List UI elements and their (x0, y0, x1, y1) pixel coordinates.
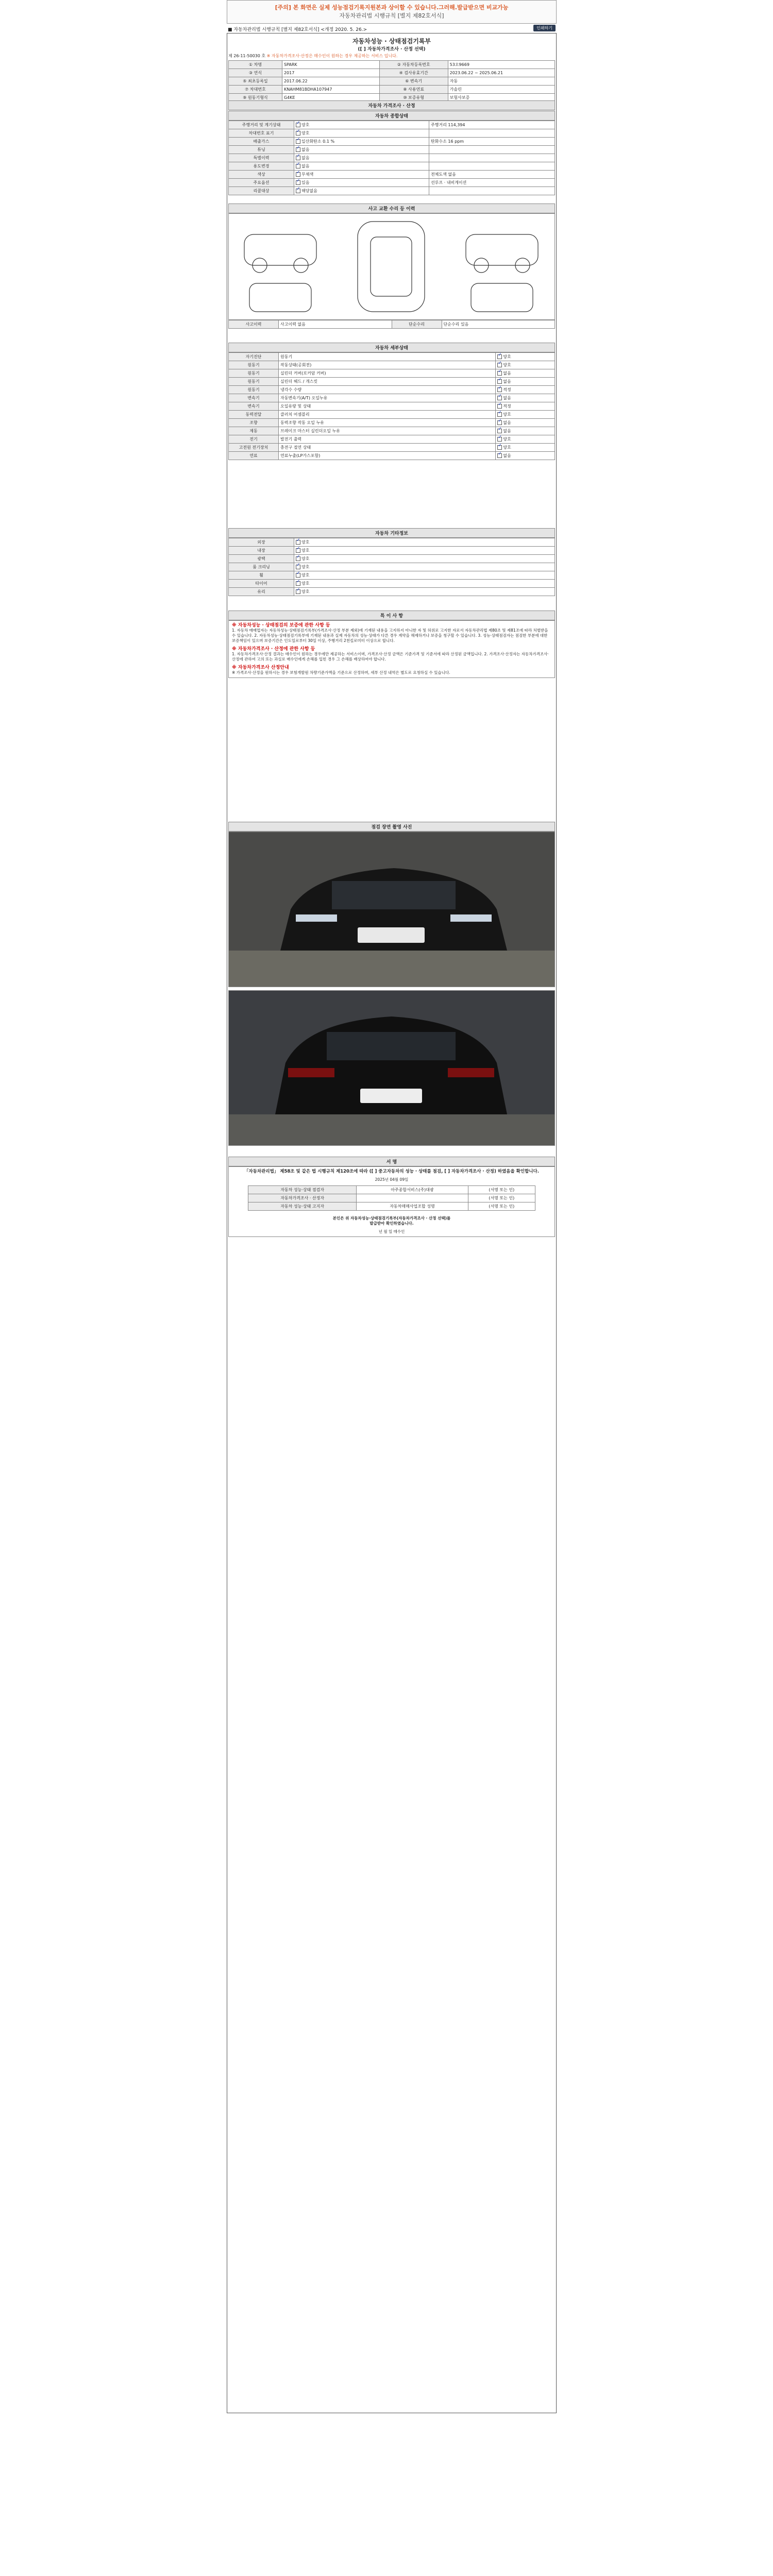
status-state (294, 129, 429, 138)
special-notes (228, 620, 555, 678)
basic-label: ⑨ 원동기형식 (229, 94, 282, 102)
damage-section-header (228, 204, 555, 213)
signature-intro: 「자동차관리법」 제58조 및 같은 법 시행규칙 제120조에 따라 ([ ] 중고자동차의 성능 · 상태를 점검, [ ] 자동차가격조사 · 산정) 하였음을 확인합니다. (244, 1169, 539, 1174)
detail-item: 발전기 출력 (279, 435, 496, 444)
option-state-text: 양호 (301, 589, 310, 594)
detail-device: 원동기 (229, 378, 279, 386)
option-row (229, 563, 555, 571)
status-detail: 선루프 · 내비게이션 (429, 179, 554, 187)
detail-state-text: 없음 (503, 453, 511, 458)
signature-role: 자동차 성능·상태 고지자 (248, 1202, 357, 1211)
option-row (229, 571, 555, 580)
option-row (229, 555, 555, 563)
notice-banner (227, 0, 557, 24)
checkbox-checked-icon (296, 556, 300, 561)
basic-info (228, 60, 555, 102)
detail-state (496, 452, 555, 460)
signature-block (228, 1166, 555, 1237)
status-label: 색상 (229, 171, 294, 179)
basic-value: 2017.06.22 (282, 77, 379, 86)
option-row (229, 580, 555, 588)
detail-row (229, 427, 555, 435)
detail-row (229, 419, 555, 427)
checkbox-checked-icon (296, 164, 300, 168)
simple-repair: 단순수리 있음 (442, 320, 555, 329)
basic-value: KNAHM81BDHA107947 (282, 86, 379, 94)
option-state (294, 547, 555, 555)
status-row (229, 187, 555, 195)
checkbox-checked-icon (296, 172, 300, 177)
status-section-header (228, 111, 555, 121)
signature-footer-2: 발급받아 확인하였습니다. (369, 1221, 414, 1226)
checkbox-checked-icon (497, 371, 502, 376)
detail-device: 원동기 (229, 361, 279, 369)
basic-label: ① 차명 (229, 61, 282, 69)
form-header (227, 25, 557, 33)
inspection-record (227, 33, 557, 2413)
checkbox-checked-icon (296, 573, 300, 578)
title-block (228, 37, 555, 59)
basic-value: 보험사보증 (448, 94, 554, 102)
detail-device: 자기진단 (229, 353, 279, 361)
price-section (228, 100, 555, 110)
checkbox-checked-icon (296, 156, 300, 160)
detail-device: 제동 (229, 427, 279, 435)
front-photo (228, 832, 555, 987)
detail-state-text: 없음 (503, 429, 511, 433)
basic-value: 자동 (448, 77, 554, 86)
status-row (229, 146, 555, 154)
checkbox-checked-icon (296, 147, 300, 152)
detail-state-text: 양호 (503, 445, 511, 450)
detail-state (496, 427, 555, 435)
option-state-text: 양호 (301, 581, 310, 586)
options-table (228, 538, 555, 596)
status-state (294, 121, 429, 129)
detail-state-text: 적정 (503, 387, 511, 392)
signature-row (248, 1202, 535, 1211)
detail-state-text: 양호 (503, 412, 511, 417)
document-subtitle: ([ ] 자동차가격조사 · 산정 선택) (358, 47, 426, 52)
option-state (294, 571, 555, 580)
notice-warning: [주의] 본 화면은 실제 성능점검기록지원본과 상이할 수 있습니다.그러해.발급받으면 비교가능 (275, 4, 509, 11)
signature-name (357, 1194, 468, 1202)
basic-info-row (229, 69, 555, 77)
checkbox-checked-icon (296, 139, 300, 144)
damage-section (228, 204, 555, 329)
price-section-title: 자동차 가격조사 · 산정 (368, 104, 415, 109)
detail-device: 원동기 (229, 386, 279, 394)
status-label: 주요옵션 (229, 179, 294, 187)
accident-history: 사고이력 없음 (279, 320, 392, 329)
signature-name: 아주종합서비스(주)대광 (357, 1186, 468, 1194)
status-detail (429, 154, 554, 162)
detail-state-text: 없음 (503, 420, 511, 425)
status-row (229, 121, 555, 129)
option-row (229, 588, 555, 596)
detail-item: 클러치 어셈블리 (279, 411, 496, 419)
detail-state (496, 353, 555, 361)
signature-section-header (228, 1157, 555, 1166)
status-row (229, 162, 555, 171)
status-state-text: 없음 (301, 164, 310, 168)
status-state-text: 없음 (301, 156, 310, 160)
option-state-text: 양호 (301, 573, 310, 578)
checkbox-checked-icon (497, 453, 502, 458)
status-state (294, 154, 429, 162)
status-detail (429, 187, 554, 195)
detail-device: 연료 (229, 452, 279, 460)
car-side-right (466, 234, 538, 265)
detail-state-text: 없음 (503, 371, 511, 376)
checkbox-checked-icon (497, 437, 502, 442)
status-state-text: 일산화탄소 0.1 % (301, 139, 335, 144)
basic-value: 2023.06.22 ~ 2025.06.21 (448, 69, 554, 77)
status-state-text: 없음 (301, 147, 310, 152)
detail-row (229, 361, 555, 369)
detail-state (496, 369, 555, 378)
car-cabin (371, 237, 412, 296)
option-state (294, 538, 555, 547)
car-rear-photo (229, 991, 554, 1145)
detail-state (496, 386, 555, 394)
option-state (294, 588, 555, 596)
status-label: 특별이력 (229, 154, 294, 162)
checkbox-checked-icon (296, 565, 300, 569)
detail-state-text: 양호 (503, 437, 511, 442)
option-state-text: 양호 (301, 548, 310, 553)
detail-state (496, 419, 555, 427)
detail-row (229, 444, 555, 452)
photos-section-header (228, 822, 555, 832)
detail-item: 작동상태(공회전) (279, 361, 496, 369)
detail-state (496, 378, 555, 386)
status-state (294, 162, 429, 171)
checkbox-checked-icon (497, 429, 502, 433)
car-top-view (358, 222, 425, 312)
status-label: 리콜대상 (229, 187, 294, 195)
detail-item: 브레이크 마스터 실린더오일 누유 (279, 427, 496, 435)
document-number: 제 26-11-50030 호 (228, 54, 266, 58)
detail-state-text: 양호 (503, 363, 511, 367)
detail-item: 오일유량 및 상태 (279, 402, 496, 411)
detail-device: 변속기 (229, 402, 279, 411)
price-guide-body: ※ 가격조사·산정을 원하시는 경우 보험개발원 차량기준가액을 기준으로 산정하며, 세부 산정 내역은 별도로 요청하실 수 있습니다. (232, 670, 450, 675)
checkbox-checked-icon (497, 412, 502, 417)
status-detail: 주행거리 114,394 (429, 121, 554, 129)
signature-section-title: 서 명 (386, 1160, 397, 1165)
basic-label: ⑤ 최초등록일 (229, 77, 282, 86)
detail-device: 동력전달 (229, 411, 279, 419)
document-note: ※ 자동차가격조사·산정은 매수인이 원하는 경우 제공하는 서비스 입니다. (266, 54, 398, 58)
checkbox-checked-icon (296, 123, 300, 127)
detail-state (496, 444, 555, 452)
detail-row (229, 452, 555, 460)
detail-device: 변속기 (229, 394, 279, 402)
detail-state (496, 361, 555, 369)
detail-device: 고전원 전기장치 (229, 444, 279, 452)
option-label: 타이어 (229, 580, 294, 588)
detail-section (228, 343, 555, 460)
checkbox-checked-icon (296, 548, 300, 553)
detail-item: 실린더 커버(로커암 커버) (279, 369, 496, 378)
checkbox-checked-icon (497, 363, 502, 367)
document-title: 자동차성능 · 상태점검기록부 (352, 38, 431, 45)
options-section-header (228, 528, 555, 538)
signature-mark: (서명 또는 인) (468, 1186, 535, 1194)
checkbox-checked-icon (497, 420, 502, 425)
status-detail (429, 162, 554, 171)
photos-section-title: 점검 장면 촬영 사진 (371, 825, 412, 830)
checkbox-checked-icon (296, 189, 300, 193)
basic-label: ② 자동차등록번호 (379, 61, 448, 69)
print-button[interactable]: 인쇄하기 (533, 25, 556, 31)
checkbox-checked-icon (497, 379, 502, 384)
checkbox-checked-icon (497, 396, 502, 400)
option-state-text: 양호 (301, 540, 310, 545)
checkbox-checked-icon (296, 540, 300, 545)
accident-summary: 사고이력 사고이력 없음 단순수리 단순수리 있음 (228, 320, 555, 329)
option-state (294, 563, 555, 571)
signature-section (228, 1157, 555, 1237)
option-label: 외장 (229, 538, 294, 547)
status-state-text: 양호 (301, 131, 310, 135)
basic-label: ⑧ 사용연료 (379, 86, 448, 94)
basic-label: ⑦ 차대번호 (229, 86, 282, 94)
special-section (228, 611, 555, 678)
price-note-body: 1. 자동차가격조사·산정 결과는 매수인이 원하는 경우에만 제공하는 서비스이며, 가격조사·산정 금액은 기준가격 및 기준서에 따라 산정된 금액입니다. 2. 가격조사·산정자는 자동차가격조사·산정에 관하여 고의 또는 과실로 매수인에게 손해를 입힌 경우 그 손해를 배상하여야 합니다. (232, 652, 549, 662)
basic-label: ⑥ 변속기 (379, 77, 448, 86)
status-section-title: 자동차 종합상태 (375, 114, 408, 119)
basic-value: SPARK (282, 61, 379, 69)
detail-state-text: 없음 (503, 379, 511, 384)
option-label: 내장 (229, 547, 294, 555)
options-section (228, 528, 555, 596)
detail-item: 연료누출(LP가스포함) (279, 452, 496, 460)
option-label: 광택 (229, 555, 294, 563)
status-state-text: 있음 (301, 180, 310, 185)
price-section-header (228, 100, 555, 110)
detail-device: 전기 (229, 435, 279, 444)
checkbox-checked-icon (497, 404, 502, 409)
status-row (229, 154, 555, 162)
option-row (229, 538, 555, 547)
option-label: 룸 크리닝 (229, 563, 294, 571)
option-label: 유리 (229, 588, 294, 596)
signature-role: 자동차가격조사 · 산정자 (248, 1194, 357, 1202)
basic-info-row (229, 86, 555, 94)
detail-section-title: 자동차 세부상태 (375, 346, 408, 351)
status-state (294, 171, 429, 179)
checkbox-checked-icon (497, 445, 502, 450)
damage-section-title: 사고 교환 수리 등 이력 (368, 207, 415, 212)
status-row (229, 129, 555, 138)
status-label: 차대번호 표기 (229, 129, 294, 138)
status-row (229, 179, 555, 187)
status-detail: 탄화수소 16 ppm (429, 138, 554, 146)
detail-row (229, 369, 555, 378)
option-state (294, 580, 555, 588)
signature-date: 2025년 04월 09일 (375, 1177, 409, 1182)
basic-label: ⑩ 보증유형 (379, 94, 448, 102)
checkbox-checked-icon (296, 131, 300, 135)
detail-row (229, 386, 555, 394)
warranty-body: 1. 자동차 매매업자는 자동차성능·상태점검기록부(가격조사·산정 부분 제외)에 기재된 내용을 고지하지 아니한 자 및 허위로 고지한 자로서 자동차관리법 제80조 및 제81조에 따라 처벌받을 수 있습니다. 2. 자동차성능·상태점검기록부에 기재된 내용과 실제 자동차의 성능·상태가 다른 경우 계약을 해제하거나 보증을 청구할 수 있습니다. 3. 성능·상태점검자는 점검한 부분에 대한 보증책임이 있으며 보증기간은 인도일로부터 30일 이상, 주행거리 2천킬로미터 이상으로 합니다. (232, 628, 548, 643)
signature-row (248, 1194, 535, 1202)
basic-value: 2017 (282, 69, 379, 77)
signature-mark: (서명 또는 인) (468, 1202, 535, 1211)
detail-state (496, 394, 555, 402)
detail-item: 실린더 헤드 / 개스킷 (279, 378, 496, 386)
car-front-photo (229, 832, 554, 987)
basic-value: G4KE (282, 94, 379, 102)
detail-item: 원동기 (279, 353, 496, 361)
option-state (294, 555, 555, 563)
status-row (229, 171, 555, 179)
detail-section-header (228, 343, 555, 352)
detail-row (229, 435, 555, 444)
status-label: 튜닝 (229, 146, 294, 154)
status-state (294, 146, 429, 154)
basic-label: ④ 검사유효기간 (379, 69, 448, 77)
special-section-header (228, 611, 555, 620)
detail-state (496, 435, 555, 444)
option-state-text: 양호 (301, 556, 310, 561)
checkbox-checked-icon (296, 581, 300, 586)
detail-state-text: 없음 (503, 396, 511, 400)
status-detail (429, 146, 554, 154)
signature-footer-1: 본인은 위 자동차성능·상태점검기록부(자동차가격조사 · 산정 선택)를 (332, 1216, 451, 1221)
status-label: 주행거리 및 계기상태 (229, 121, 294, 129)
status-state-text: 양호 (301, 123, 310, 127)
detail-state-text: 양호 (503, 354, 511, 359)
signature-row (248, 1186, 535, 1194)
detail-item: 냉각수 수량 (279, 386, 496, 394)
car-rear-view (471, 283, 533, 312)
status-label: 배출가스 (229, 138, 294, 146)
status-state (294, 138, 429, 146)
option-state-text: 양호 (301, 565, 310, 569)
car-outline-diagram (229, 214, 553, 319)
options-section-title: 자동차 기타정보 (375, 531, 408, 536)
basic-label: ③ 연식 (229, 69, 282, 77)
detail-row (229, 402, 555, 411)
photos-section (228, 822, 555, 1146)
basic-info-row (229, 77, 555, 86)
signature-name: 자동차매매사업조합 성명 (357, 1202, 468, 1211)
warranty-title: ※ 자동차성능 · 상태점검의 보증에 관한 사항 등 (232, 623, 330, 628)
status-section (228, 111, 555, 195)
status-state-text: 무채색 (301, 172, 314, 177)
detail-state (496, 402, 555, 411)
detail-item: 자동변속기(A/T) 오일누유 (279, 394, 496, 402)
car-side-left (244, 234, 316, 265)
checkbox-checked-icon (296, 180, 300, 185)
detail-state (496, 411, 555, 419)
detail-table (228, 352, 555, 460)
signature-table (248, 1185, 535, 1211)
signature-mark: (서명 또는 인) (468, 1194, 535, 1202)
signature-role: 자동차 성능·상태 점검자 (248, 1186, 357, 1194)
form-reference: ■ 자동차관리법 시행규칙 [별지 제82호서식] <개정 2020. 5. 26.> (228, 27, 367, 32)
detail-device: 조향 (229, 419, 279, 427)
status-state (294, 187, 429, 195)
checkbox-checked-icon (497, 354, 502, 359)
special-section-title: 특 이 사 항 (380, 614, 404, 619)
rear-photo (228, 990, 555, 1146)
status-table (228, 121, 555, 195)
detail-row (229, 394, 555, 402)
basic-info-table (228, 60, 555, 102)
detail-row (229, 353, 555, 361)
price-note-title: ※ 자동차가격조사 · 산정에 관한 사항 등 (232, 647, 315, 652)
status-detail: 전체도색 없음 (429, 171, 554, 179)
basic-info-row (229, 61, 555, 69)
status-detail (429, 129, 554, 138)
car-front-view (249, 283, 311, 312)
option-row (229, 547, 555, 555)
detail-item: 충전구 절연 상태 (279, 444, 496, 452)
detail-row (229, 378, 555, 386)
status-row (229, 138, 555, 146)
basic-value: 53오9669 (448, 61, 554, 69)
detail-state-text: 적정 (503, 404, 511, 409)
status-label: 용도변경 (229, 162, 294, 171)
signature-footer-3: 년 월 일 매수인 (378, 1229, 405, 1234)
status-state-text: 해당없음 (301, 189, 317, 193)
status-state (294, 179, 429, 187)
price-guide-title: ※ 자동차가격조사 산정안내 (232, 665, 289, 670)
checkbox-checked-icon (296, 589, 300, 594)
basic-value: 가솔린 (448, 86, 554, 94)
car-diagram (228, 213, 555, 320)
detail-item: 동력조향 작동 오일 누유 (279, 419, 496, 427)
option-label: 휠 (229, 571, 294, 580)
checkbox-checked-icon (497, 387, 502, 392)
notice-form-ref: 자동차관리법 시행규칙 [별지 제82호서식] (339, 12, 444, 19)
detail-row (229, 411, 555, 419)
detail-device: 원동기 (229, 369, 279, 378)
